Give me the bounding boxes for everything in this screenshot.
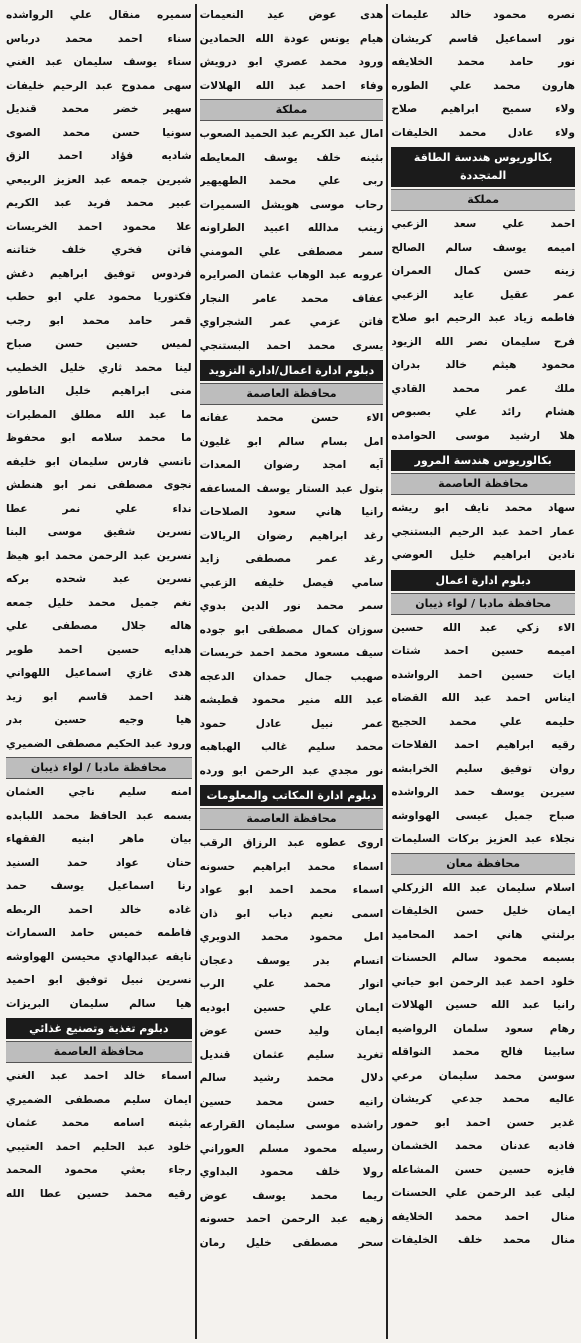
column-middle (195, 4, 387, 1339)
name-entry: هيا وجيه حسين بدر (6, 714, 192, 726)
name-entry: فكتوريا محمود علي ابو حطب (6, 291, 192, 303)
name-entry: سهاد محمد نايف ابو ريشه (391, 502, 575, 514)
name-entry: منال محمد خلف الخليفات (391, 1234, 575, 1246)
region-heading: محافظة معان (391, 853, 575, 875)
name-entry: نانسي فارس سليمان ابو خليفه (6, 455, 192, 468)
name-entry: بسيمه محمود سالم الحسنات (391, 952, 575, 964)
name-entry: احمد علي سعد الزعبي (391, 218, 575, 230)
name-entry: محمود هيثم خالد بدران (391, 359, 575, 371)
name-entry: فاطمه خميس حامد السمارات (6, 927, 192, 939)
name-entry: سيرين يوسف حمد الرواشده (391, 786, 575, 798)
name-entry: انوار محمد علي الرب (199, 978, 384, 990)
name-entry: اميمه حسين احمد شتات (391, 645, 575, 657)
name-entry: ما عبد الله مطلق المطيرات (6, 408, 192, 421)
name-entry: منال احمد محمد الخلايفه (391, 1210, 575, 1223)
name-entry: امل محمود محمد الدويري (199, 931, 384, 943)
name-entry: زينه حسن كمال العمران (391, 265, 575, 277)
name-entry: محمد سليم غالب الهباهبه (199, 741, 384, 753)
name-entry: ورود محمد عصري ابو درويش (199, 56, 384, 68)
name-entry: سحر مصطفى خليل رمان (199, 1236, 384, 1249)
name-entry: اسماء محمد ابراهيم حسونه (199, 860, 384, 873)
name-entry: نجلاء عبد العزيز بركات السليمات (391, 833, 575, 845)
name-entry: نسرين نبيل توفيق ابو احميد (6, 974, 192, 986)
name-entry: امنه سليم ناجي العثمان (6, 786, 192, 798)
name-entry: ايمان وليد حسن عوض (199, 1025, 384, 1037)
name-entry: امال عبد الكريم عبد الحميد الصعوب (199, 128, 384, 140)
name-entry: اسلام سليمان عبد الله الزركلي (391, 881, 575, 894)
name-entry: ايناس احمد عبد الله القضاه (391, 692, 575, 704)
name-entry: رحاب موسى هويشل السميرات (199, 198, 384, 211)
name-entry: فردوس توفيق ابراهيم دغش (6, 267, 192, 280)
name-entry: ولاء عادل محمد الخليفات (391, 126, 575, 139)
name-entry: قمر حامد محمد ابو رجب (6, 314, 192, 327)
name-entry: ورود عبد الحكيم مصطفى الضميري (6, 737, 192, 750)
name-entry: سناء يوسف سليمان عبد الغني (6, 56, 192, 68)
name-entry: هند احمد قاسم ابو زيد (6, 690, 192, 703)
name-entry: صباح جميل عيسى الهواوشه (391, 809, 575, 822)
name-entry: هيا سالم سليمان البريزات (6, 997, 192, 1010)
name-entry: سمر محمد نور الدين بدوي (199, 600, 384, 612)
name-entry: صهيب جمال حمدان الدعجه (199, 670, 384, 683)
name-entry: الاء حسن محمد عفانه (199, 412, 384, 424)
name-entry: رنا اسماعيل يوسف حمد (6, 880, 192, 892)
name-entry: فايزه حسين حسن المشاعله (391, 1163, 575, 1176)
name-entry: لينا محمد ثاري خليل الخطيب (6, 361, 192, 374)
region-heading: مملكة (391, 189, 575, 211)
name-entry: حنان عواد حمد السنيد (6, 856, 192, 869)
name-entry: عروبه عبد الوهاب عثمان الصرايره (199, 269, 384, 281)
name-entry: زهيه عبد الرحمن احمد حسونه (199, 1213, 384, 1225)
name-entry: سناء احمد محمد درباس (6, 32, 192, 45)
name-entry: وفاء احمد عبد الله الهلالات (199, 79, 384, 92)
name-entry: ايات حسين احمد الرواشده (391, 668, 575, 681)
name-entry: اميمه يوسف سالم الصالح (391, 241, 575, 254)
name-entry: بثينه اسامه محمد عثمان (6, 1117, 192, 1129)
region-heading: محافظة العاصمة (6, 1041, 192, 1063)
name-entry: رانيا هاني سعود الصلاحات (199, 506, 384, 518)
name-entry: شاديه فؤاد احمد الزق (6, 150, 192, 162)
name-entry: حليمه علي محمد الحجيج (391, 715, 575, 728)
name-entry: سهى ممدوح عبد الرحيم خليفات (6, 79, 192, 92)
name-entry: علا محمود احمد الخريسات (6, 220, 192, 233)
name-entry: اروى عطوه عبد الرزاق الرقب (199, 837, 384, 849)
name-entry: فاديه عدنان محمد الخشمان (391, 1140, 575, 1152)
name-entry: سميره منقال علي الرواشده (6, 9, 192, 21)
name-entry: ايمان سليم مصطفى الضميري (6, 1093, 192, 1106)
name-entry: ربى علي محمد الطهيهير (199, 175, 384, 187)
name-entry: سوزان كمال مصطفى ابو جوده (199, 623, 384, 636)
name-entry: هشام رائد علي بصبوص (391, 406, 575, 418)
name-entry: لميس حسين حسن صباح (6, 338, 192, 350)
region-heading: محافظة مادبا / لواء ذيبان (6, 757, 192, 779)
name-entry: هاله جلال مصطفى علي (6, 620, 192, 632)
name-entry: نداء علي نمر عطا (6, 502, 192, 515)
region-heading: محافظة العاصمة (200, 383, 384, 405)
name-entry: فاتن عزمي عمر الشجراوي (199, 316, 384, 328)
program-heading: دبلوم تغذية وتصنيع غذائي (6, 1018, 192, 1039)
name-entry: ملك عمر محمد القادي (391, 382, 575, 395)
name-entry: سامي فيصل خليفه الزعبي (199, 576, 384, 589)
name-entry: بسمه عبد الحافظ محمد اللبابده (6, 809, 192, 822)
name-entry: رسيله محمود مسلم العوراني (199, 1142, 384, 1155)
name-entry: اسمى نعيم دياب ابو ذان (199, 907, 384, 920)
name-entry: نور حامد محمد الخلايفه (391, 56, 575, 68)
name-entry: ايمان علي حسين ابوديه (199, 1001, 384, 1014)
region-heading: محافظة العاصمة (391, 473, 575, 495)
name-entry: رهام سعود سلمان الرواضيه (391, 1022, 575, 1035)
name-entry: ايمان خليل حسن الخليفات (391, 905, 575, 917)
name-entry: روان توفيق سليم الخرابشه (391, 762, 575, 775)
name-entry: ولاء سميح ابراهيم صلاح (391, 103, 575, 115)
name-entry: غاده خالد احمد الربطه (6, 903, 192, 916)
name-entry: ريما محمد يوسف عوض (199, 1189, 384, 1202)
name-entry: سونيا حسن محمد الصوى (6, 126, 192, 139)
name-entry: نجوى مصطفى نمر ابو هنطش (6, 479, 192, 491)
name-entry: الاء زكي عبد الله حسين (391, 621, 575, 634)
name-entry: تغريد سليم عثمان قنديل (199, 1048, 384, 1061)
name-entry: هدى عوض عيد النعيمات (199, 9, 384, 21)
program-heading: بكالوريوس هندسة الطاقة المتجددة (391, 147, 575, 187)
name-entry: هدايه حسين احمد طوير (6, 643, 192, 656)
name-entry: ما محمد سلامه ابو محفوظ (6, 432, 192, 444)
name-entry: رقيه ابراهيم احمد الفلاحات (391, 739, 575, 751)
name-entry: هيام يونس عودة الله الحمادين (199, 32, 384, 45)
name-entry: غدير حسن احمد ابو حمور (391, 1116, 575, 1129)
name-entry: شيرين جمعه عبد العزيز الربيعي (6, 173, 192, 186)
name-entry: هارون محمد علي الطوره (391, 79, 575, 92)
region-heading: محافظة مادبا / لواء ذيبان (391, 593, 575, 615)
name-entry: نسرين عبد الرحمن محمد ابو هيظ (6, 549, 192, 562)
name-entry: نسرين عبد شحده بركه (6, 573, 192, 585)
region-heading: مملكة (200, 99, 384, 121)
name-entry: نادين ابراهيم خليل العوضي (391, 549, 575, 561)
name-entry: رقيه محمد حسين عطا الله (6, 1187, 192, 1200)
name-entry: فرح سليمان نصر الله الزيود (391, 335, 575, 348)
name-entry: عبير محمد فريد عبد الكريم (6, 197, 192, 209)
name-entry: رغد ابراهيم رضوان الريالات (199, 529, 384, 542)
name-entry: هلا ارشيد موسى الحوامده (391, 429, 575, 442)
region-heading: محافظة العاصمة (200, 808, 384, 830)
name-entry: رغد عمر مصطفى زايد (199, 553, 384, 565)
name-entry: ليلى عبد الرحمن علي الحسنات (391, 1187, 575, 1199)
name-entry: امل بسام سالم ابو غليون (199, 435, 384, 448)
name-entry: عاليه محمد جدعي كريشان (391, 1093, 575, 1105)
name-entry: هدى غازي اسماعيل اللهواني (6, 667, 192, 679)
name-entry: بثينه خلف يوسف المعايطه (199, 151, 384, 164)
name-entry: سهير خضر محمد قنديل (6, 103, 192, 115)
name-entry: نور اسماعيل قاسم كريشان (391, 32, 575, 45)
name-entry: سمر مصطفى علي المومني (199, 245, 384, 258)
name-entry: عبد الله منير محمود قطيشه (199, 694, 384, 706)
name-entry: سيف مسعود محمد احمد خريسات (199, 647, 384, 659)
name-entry: عمار احمد عبد الرحيم البستنجي (391, 525, 575, 538)
name-entry: اسماء محمد احمد ابو عواد (199, 884, 384, 896)
name-entry: اسماء خالد احمد عبد الغني (6, 1070, 192, 1082)
name-entry: رولا خلف محمود البداوي (199, 1166, 384, 1178)
name-entry: رجاء بعثي محمود المحمد (6, 1164, 192, 1176)
name-entry: انسام بدر يوسف دعجان (199, 954, 384, 967)
name-entry: نصره محمود خالد عليمات (391, 9, 575, 21)
name-entry: سابينا فالح محمد النواقله (391, 1046, 575, 1058)
name-entry: فاتن فخري خلف ختاتنه (6, 244, 192, 256)
program-heading: دبلوم ادارة المكاتب والمعلومات (200, 785, 384, 806)
name-entry: بيان ماهر ابنيه الفقهاء (6, 833, 192, 845)
name-entry: نايفه عبدالهادي محيسن الهواوشه (6, 950, 192, 963)
column-left (3, 4, 195, 1339)
name-entry: عمر نبيل عادل حمود (199, 717, 384, 730)
name-entry: خلود احمد عبد الرحمن ابو حياني (391, 975, 575, 988)
program-heading: دبلوم ادارة اعمال (391, 570, 575, 591)
name-entry: عفاف محمد عامر النجار (199, 292, 384, 305)
name-entry: دلال محمد رشيد سالم (199, 1072, 384, 1084)
name-entry: خلود عبد الحليم احمد العتيبي (6, 1140, 192, 1153)
name-entry: آيه امجد رضوان المعدات (199, 459, 384, 471)
name-entry: نغم جميل محمد خليل جمعه (6, 596, 192, 609)
program-heading: بكالوريوس هندسة المرور (391, 450, 575, 471)
name-entry: نور مجدي عبد الرحمن ابو ورده (199, 764, 384, 777)
name-entry: فاطمه زياد عبد الرحيم ابو صلاح (391, 312, 575, 324)
name-entry: منى ابراهيم خليل الناطور (6, 385, 192, 397)
name-entry: راشده موسى سليمان القرارعه (199, 1119, 384, 1131)
column-right (386, 4, 578, 1339)
name-entry: نسرين شفيق موسى البنا (6, 526, 192, 538)
name-entry: رانيا عبد الله حسين الهلالات (391, 999, 575, 1011)
name-entry: رانيه حسن محمد حسين (199, 1095, 384, 1108)
program-heading: دبلوم ادارة اعمال/ادارة التزويد (200, 360, 384, 381)
name-entry: يسرى محمد احمد البستنجي (199, 339, 384, 352)
name-entry: زينب مدالله اعبيد الطراونه (199, 222, 384, 234)
name-entry: عمر عقيل عايد الزعبي (391, 288, 575, 301)
name-entry: برلنتي هاني احمد المحاميد (391, 928, 575, 941)
name-entry: سوسن محمد سليمان مرعي (391, 1069, 575, 1082)
name-entry: بتول عبد الستار يوسف المساعفه (199, 482, 384, 495)
